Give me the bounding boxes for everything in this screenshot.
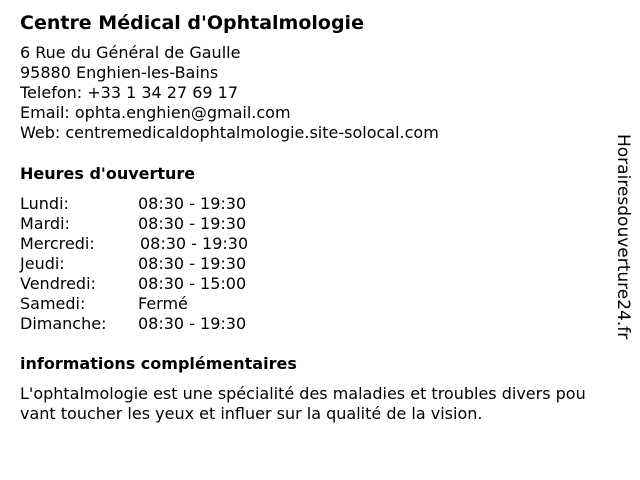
day-label: Mercredi: bbox=[20, 234, 95, 253]
address-line-1: 6 Rue du Général de Gaulle bbox=[20, 43, 241, 62]
day-hours: 08:30 - 19:30 bbox=[138, 194, 247, 213]
day-hours: 08:30 - 19:30 bbox=[140, 234, 249, 253]
day-label: Jeudi: bbox=[20, 254, 65, 273]
day-label: Vendredi: bbox=[20, 274, 96, 293]
day-hours: 08:30 - 19:30 bbox=[138, 254, 247, 273]
day-label: Samedi: bbox=[20, 294, 86, 313]
hours-heading: Heures d'ouverture bbox=[20, 164, 196, 183]
info-text: L'ophtalmologie est une spécialité des maladies et troubles divers pouvant toucher les yeux et influer sur la qualité de la vision. bbox=[20, 384, 586, 423]
day-label: Dimanche: bbox=[20, 314, 107, 333]
contact-block bbox=[20, 43, 439, 143]
day-label: Mardi: bbox=[20, 214, 70, 233]
day-hours: 08:30 - 19:30 bbox=[138, 314, 247, 333]
brand-watermark: Horairesdouverture24.fr bbox=[613, 134, 633, 340]
business-name: Centre Médical d'Ophtalmologie bbox=[20, 12, 364, 34]
info-heading: informations complémentaires bbox=[20, 354, 297, 373]
day-hours: 08:30 - 15:00 bbox=[138, 274, 247, 293]
web-text: Web: centremedicaldophtalmologie.site-solocal.com bbox=[20, 123, 439, 142]
day-hours: Fermé bbox=[138, 294, 188, 313]
email-text: Email: ophta.enghien@gmail.com bbox=[20, 103, 291, 122]
day-label: Lundi: bbox=[20, 194, 69, 213]
day-hours: 08:30 - 19:30 bbox=[138, 214, 247, 233]
phone-text: Telefon: +33 1 34 27 69 17 bbox=[20, 83, 239, 102]
address-line-2: 95880 Enghien-les-Bains bbox=[20, 63, 219, 82]
